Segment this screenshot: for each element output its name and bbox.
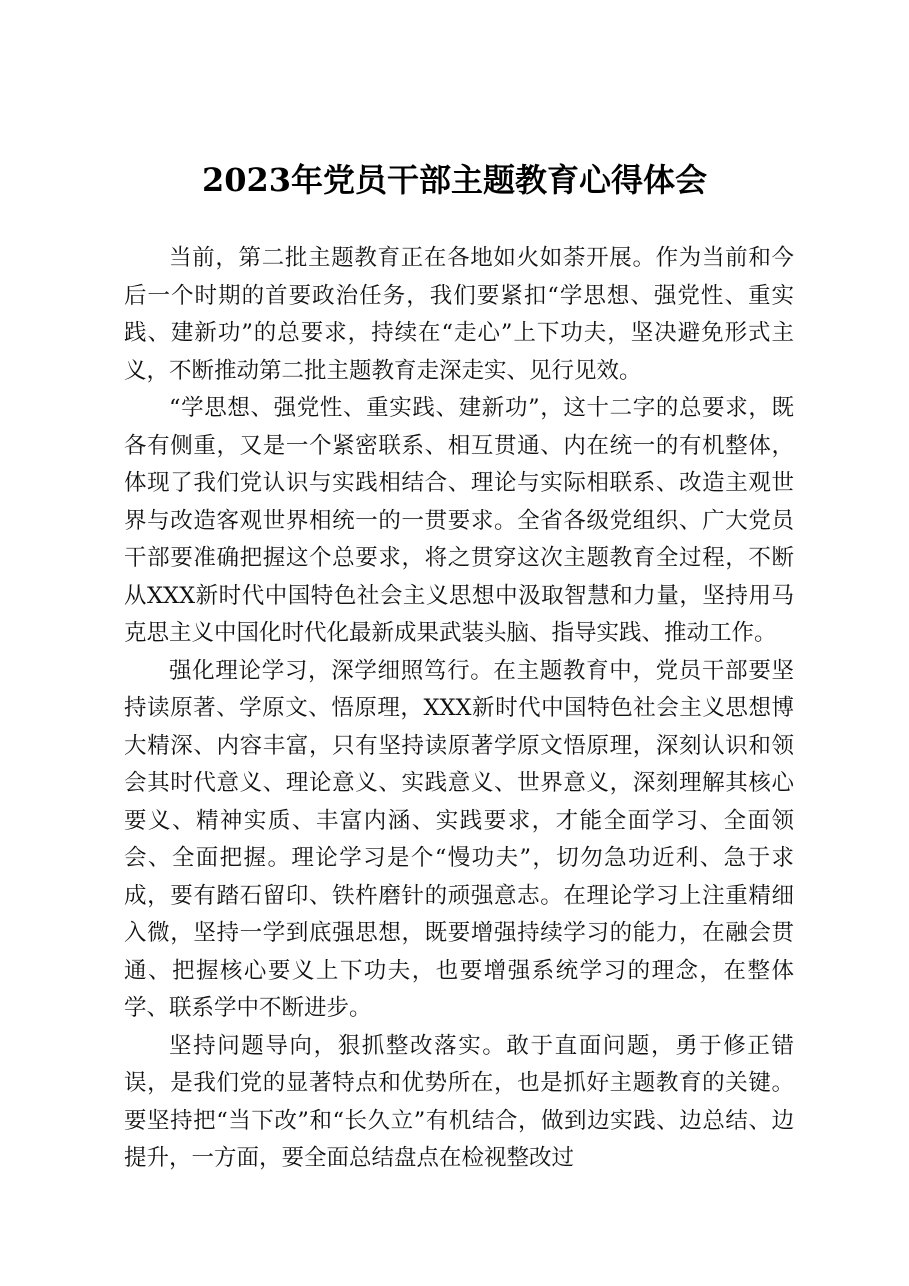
paragraph-4: 坚持问题导向，狠抓整改落实。敢于直面问题，勇于修正错误，是我们党的显著特点和优势所在，也是抓好主题教育的关键。要坚持把“当下改”和“长久立”有机结合，做到边实践、边总结、边提升，一方面，要全面总结盘点在检视整改过 (124, 1032, 794, 1171)
document-body (124, 240, 794, 1178)
document-title: 2023年党员干部主题教育心得体会 (201, 161, 708, 199)
paragraph-3: 强化理论学习，深学细照笃行。在主题教育中，党员干部要坚持读原著、学原文、悟原理，XXX新时代中国特色社会主义思想博大精深、内容丰富，只有坚持读原著学原文悟原理，深刻认识和领会其时代意义、理论意义、实践意义、世界意义，深刻理解其核心要义、精神实质、丰富内涵、实践要求，才能全面学习、全面领会、全面把握。理论学习是个“慢功夫”，切勿急功近利、急于求成，要有踏石留印、铁杵磨针的顽强意志。在理论学习上注重精细入微，坚持一学到底强思想，既要增强持续学习的能力，在融会贯通、把握核心要义上下功夫，也要增强系统学习的理念，在整体学、联系学中不断进步。 (124, 657, 794, 1021)
paragraph-2: “学思想、强党性、重实践、建新功”，这十二字的总要求，既各有侧重，又是一个紧密联系、相互贯通、内在统一的有机整体，体现了我们党认识与实践相结合、理论与实际相联系、改造主观世界与改造客观世界相统一的一贯要求。全省各级党组织、广大党员干部要准确把握这个总要求，将之贯穿这次主题教育全过程，不断从XXX新时代中国特色社会主义思想中汲取智慧和力量，坚持用马克思主义中国化时代化最新成果武装头脑、指导实践、推动工作。 (124, 395, 794, 646)
paragraph-1: 当前，第二批主题教育正在各地如火如荼开展。作为当前和今后一个时期的首要政治任务，我们要紧扣“学思想、强党性、重实践、建新功”的总要求，持续在“走心”上下功夫，坚决避免形式主义，不断推动第二批主题教育走深走实、见行见效。 (124, 245, 794, 384)
